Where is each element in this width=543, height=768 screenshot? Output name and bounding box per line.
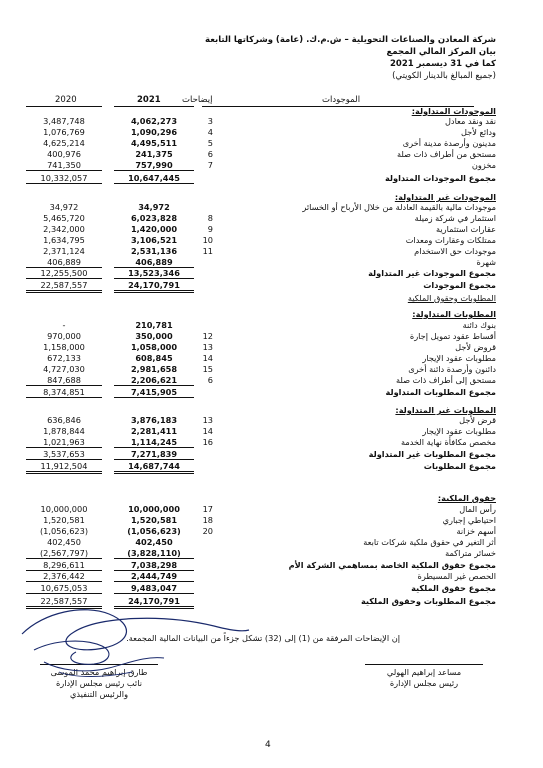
row-label: مجموع الموجودات غير المتداولة [368,268,496,278]
total-underline [26,397,102,398]
row-label: مستحق إلى أطراف ذات صلة [395,375,496,385]
signature-line-right [365,664,483,665]
row-label: مجموع المطلوبات [423,461,496,471]
row-label: مجموع الموجودات [423,280,496,290]
row-label: المطلوبات غير المتداولة: [395,405,496,415]
value-2020: - [62,320,66,330]
value-2021: 350,000 [135,331,173,341]
value-2020: 970,000 [47,331,81,341]
column-2021: 2021 [137,95,161,105]
value-2020: 3,487,748 [43,116,85,126]
row-label: مجموع حقوق الملكية [411,583,496,593]
value-2021: 24,170,791 [128,280,180,290]
value-2020: 4,727,030 [43,364,85,374]
row-label: مجموع الموجودات المتداولة [384,173,496,183]
line-item-row [0,548,543,558]
row-label: المطلوبات المتداولة: [412,309,496,319]
value-2021: 1,420,000 [130,224,178,234]
note-ref: 4 [207,127,213,137]
row-label: مستحق من أطراف ذات صلة [396,149,496,159]
section-heading-row [0,405,543,415]
total-underline [26,170,102,171]
value-2020: 10,000,000 [40,504,88,514]
section-heading-row [0,493,543,503]
note-ref: 3 [207,116,213,126]
row-label: الموجودات المتداولة: [411,106,496,116]
value-2021: 2,206,621 [130,375,178,385]
row-label: حقوق الملكية: [437,493,496,503]
row-label: الموجودات غير المتداولة: [394,192,496,202]
note-ref: 16 [202,437,213,447]
total-underline [26,558,102,559]
line-item-row [0,235,543,245]
value-2021: 7,271,839 [130,449,178,459]
value-2020: 3,537,653 [43,449,85,459]
line-item-row [0,149,543,159]
value-2021: 2,531,136 [130,246,178,256]
note-ref: 13 [202,415,213,425]
column-assets: الموجودات [322,95,361,105]
value-2020: 4,625,214 [43,138,85,148]
value-2021: 34,972 [138,202,170,212]
total-row [0,268,543,278]
row-label: مجموع حقوق الملكية الخاصة بمساهمي الشركة الأم [288,560,496,570]
total-underline [114,278,194,279]
row-label: بنوك دائنة [462,320,496,330]
value-2020: 406,889 [47,257,81,267]
value-2020: 672,133 [47,353,81,363]
value-2020: (1,056,623) [39,526,89,536]
value-2021: 10,000,000 [128,504,180,514]
note-ref: 14 [202,353,213,363]
line-item-row [0,375,543,385]
value-2020: 1,076,769 [43,127,85,137]
note-ref: 14 [202,426,213,436]
row-label: شهرة [476,257,496,267]
value-2021: 406,889 [135,257,173,267]
value-2020: 10,675,053 [40,583,88,593]
row-label: مخصص مكافأة نهاية الخدمة [400,437,496,447]
row-label: موجودات مالية بالقيمة العادلة من خلال الأرباح أو الخسائر [302,202,496,212]
line-item-row [0,526,543,536]
total-underline [114,558,194,559]
total-row [0,280,543,290]
value-2020: 400,976 [47,149,81,159]
column-notes: إيضاحات [182,95,213,105]
signatory-right-name: مساعد إبراهيم الهولي [386,667,462,677]
value-2020: 34,972 [49,202,79,212]
total-underline [26,385,102,386]
value-2021: 1,520,581 [130,515,178,525]
row-label: مدينون وأرصدة مدينة أخرى [402,138,496,148]
value-2020: 2,342,000 [43,224,85,234]
row-label: مجموع المطلوبات وحقوق الملكية [360,596,496,606]
note-ref: 6 [207,375,213,385]
line-item-row [0,342,543,352]
line-item-row [0,571,543,581]
value-2020: (2,567,797) [39,548,89,558]
note-ref: 10 [202,235,213,245]
total-underline [26,183,102,184]
value-2021: 210,781 [135,320,173,330]
row-label: دائنون وأرصدة دائنة أخرى [408,364,496,374]
company-name: شركة المعادن والصناعات التحويلية – ش.م.ك. (عامة) وشركاتها التابعة [205,35,496,45]
value-2020: 11,912,504 [40,461,88,471]
double-underline [114,471,194,474]
line-item-row [0,515,543,525]
value-2020: 1,878,844 [43,426,85,436]
value-2021: 757,990 [135,160,173,170]
value-2020: 847,688 [47,375,81,385]
value-2021: 14,687,744 [128,461,180,471]
total-underline [26,278,102,279]
value-2021: 24,170,791 [128,596,180,606]
total-row [0,449,543,459]
total-row [0,387,543,397]
total-underline [114,183,194,184]
row-label: مخزون [471,160,496,170]
value-2020: 5,465,720 [43,213,85,223]
value-2020: 12,255,500 [40,268,88,278]
notes-footnote: إن الإيضاحات المرفقة من (1) إلى (32) تشكل جزءاً من البيانات المالية المجمعة. [126,633,400,643]
value-2021: 241,375 [135,149,173,159]
total-underline [114,581,194,582]
section-heading-row [0,192,543,202]
value-2021: 608,845 [135,353,173,363]
row-label: قرض لأجل [459,415,496,425]
signatory-right-title: رئيس مجلس الإدارة [389,678,459,688]
value-2021: 10,647,445 [128,173,180,183]
row-label: الحصص غير المسيطرة [417,571,496,581]
row-label: أسهم خزانة [456,526,496,536]
row-label: مطلوبات عقود الإيجار [422,353,496,363]
line-item-row [0,537,543,547]
note-ref: 6 [207,149,213,159]
line-item-row [0,320,543,330]
value-2020: 1,634,795 [43,235,85,245]
page-number: 4 [265,740,271,750]
value-2020: 636,846 [47,415,81,425]
note-ref: 7 [207,160,213,170]
row-label: مطلوبات عقود الإيجار [422,426,496,436]
section-heading-row [0,106,543,116]
value-2020: 402,450 [47,537,81,547]
value-2021: 402,450 [135,537,173,547]
statement-title: بيان المركز المالي المجمع [386,47,496,57]
total-underline [114,397,194,398]
value-2021: 2,981,658 [130,364,178,374]
row-label: عقارات استثمارية [436,224,496,234]
row-label: احتياطي إجباري [442,515,496,525]
value-2021: 3,106,521 [130,235,178,245]
section-heading-row [0,293,543,303]
row-label: أقساط عقود تمويل إجارة [409,331,496,341]
value-2020: 741,350 [47,160,81,170]
value-2020: 1,520,581 [43,515,85,525]
total-underline [26,581,102,582]
value-2021: 9,483,047 [130,583,178,593]
value-2020: 2,376,442 [43,571,85,581]
signatory-left-title: نائب رئيس مجلس الإدارة [56,678,142,688]
total-underline [114,170,194,171]
line-item-row [0,504,543,514]
row-label: استثمار في شركة زميلة [414,213,496,223]
signatory-left-name: طارق إبراهيم محمد الموسى [50,667,148,677]
value-2021: 1,090,296 [130,127,178,137]
line-item-row [0,160,543,170]
row-label: مجموع المطلوبات غير المتداولة [368,449,496,459]
value-2021: 2,281,411 [130,426,178,436]
line-item-row [0,213,543,223]
value-2020: 1,158,000 [43,342,85,352]
value-2021: 3,876,183 [130,415,178,425]
value-2021: 1,114,245 [130,437,178,447]
total-underline [114,447,194,448]
line-item-row [0,364,543,374]
value-2021: (3,828,110) [127,548,181,558]
note-ref: 5 [207,138,213,148]
value-2021: 7,415,905 [130,387,178,397]
note-ref: 17 [202,504,213,514]
row-label: مجموع المطلوبات المتداولة [385,387,496,397]
currency-note: (جميع المبالغ بالدينار الكويتي) [392,71,496,81]
row-label: موجودات حق الاستخدام [414,246,496,256]
line-item-row [0,426,543,436]
note-ref: 20 [202,526,213,536]
total-row [0,461,543,471]
row-label: المطلوبات وحقوق الملكية [407,293,496,303]
row-label: ممتلكات وعقارات ومعدات [405,235,496,245]
value-2020: 1,021,963 [43,437,85,447]
row-label: نقد ونقد معادل [444,116,496,126]
total-row [0,173,543,183]
value-2020: 8,296,611 [43,560,85,570]
value-2021: (1,056,623) [127,526,181,536]
total-underline [114,459,194,460]
line-item-row [0,116,543,126]
note-ref: 18 [202,515,213,525]
value-2020: 22,587,557 [40,280,88,290]
note-ref: 13 [202,342,213,352]
note-ref: 11 [202,246,213,256]
line-item-row [0,138,543,148]
line-item-row [0,246,543,256]
row-label: رأس المال [459,504,496,514]
row-label: أثر التغير في حقوق ملكية شركات تابعة [363,537,496,547]
value-2021: 13,523,346 [128,268,180,278]
total-underline [26,459,102,460]
line-item-row [0,257,543,267]
signatory-left-title-2: والرئيس التنفيذي [69,689,129,699]
value-2020: 10,332,057 [40,173,88,183]
line-item-row [0,202,543,212]
total-underline [114,385,194,386]
value-2020: 2,371,124 [43,246,85,256]
line-item-row [0,437,543,447]
double-underline [26,471,102,474]
note-ref: 9 [207,224,213,234]
line-item-row [0,331,543,341]
line-item-row [0,224,543,234]
value-2021: 7,038,298 [130,560,178,570]
note-ref: 8 [207,213,213,223]
section-heading-row [0,309,543,319]
total-underline [26,447,102,448]
note-ref: 15 [202,364,213,374]
value-2021: 2,444,749 [130,571,178,581]
row-label: ودائع لأجل [460,127,496,137]
line-item-row [0,127,543,137]
statement-date: كما في 31 ديسمبر 2021 [389,59,496,69]
column-2020: 2020 [55,95,77,105]
note-ref: 12 [202,331,213,341]
value-2021: 6,023,828 [130,213,178,223]
value-2020: 8,374,851 [43,387,85,397]
line-item-row [0,415,543,425]
line-item-row [0,353,543,363]
value-2020: 22,587,557 [40,596,88,606]
value-2021: 4,062,273 [130,116,178,126]
value-2021: 1,058,000 [130,342,178,352]
value-2021: 4,495,511 [130,138,178,148]
total-row [0,560,543,570]
row-label: خسائر متراكمة [445,548,496,558]
row-label: قروض لأجل [455,342,496,352]
handwritten-signature [14,592,254,682]
